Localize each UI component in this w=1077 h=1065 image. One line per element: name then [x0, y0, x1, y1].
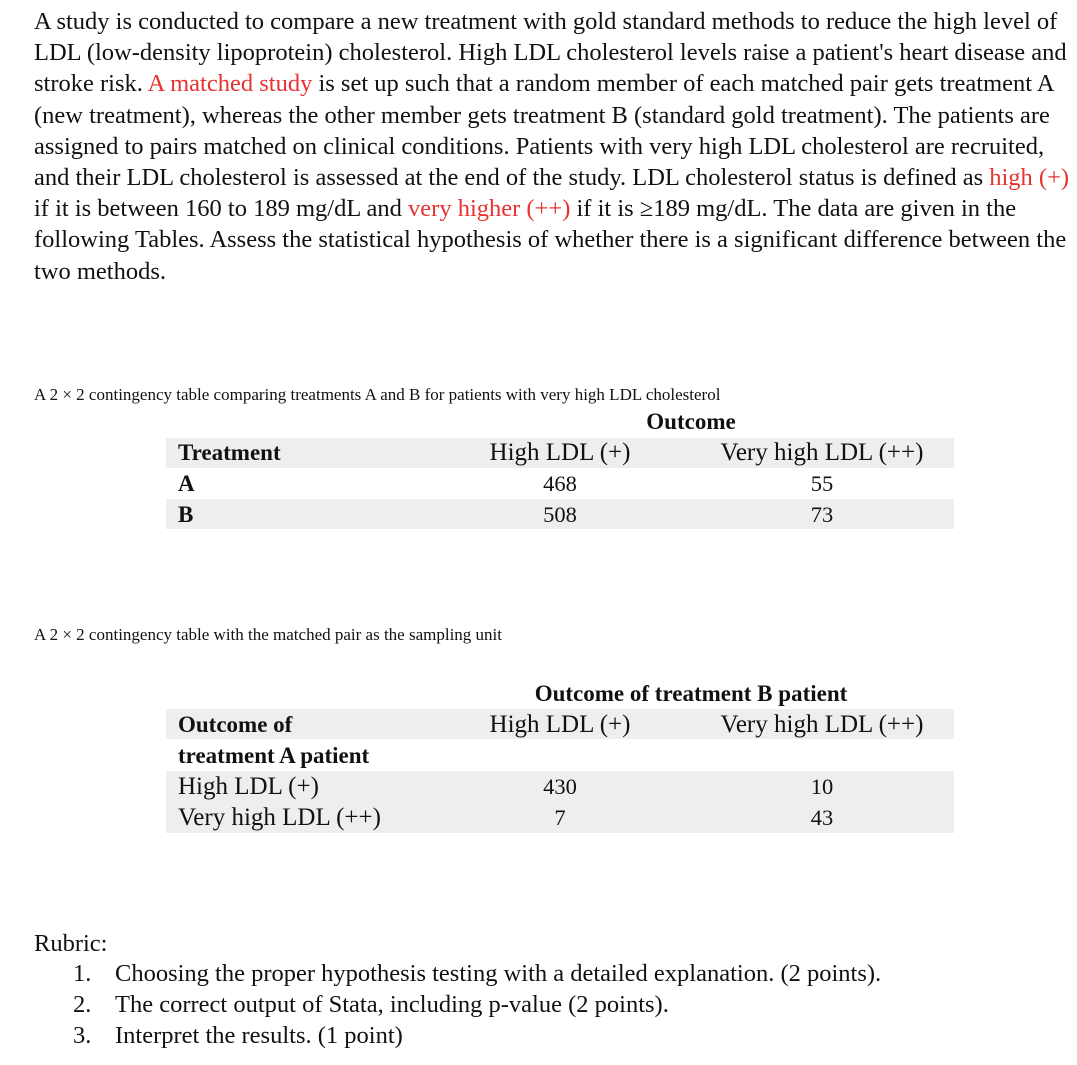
- intro-text-3: if it is between 160 to 189 mg/dL and: [34, 195, 409, 223]
- table1-caption: A 2 × 2 contingency table comparing treatments A and B for patients with very high LDL cholesterol: [34, 385, 721, 404]
- rubric-item-number: 3.: [73, 1022, 92, 1049]
- table1-col-very-high: Very high LDL (++): [720, 439, 924, 466]
- table2-cell: 7: [554, 805, 566, 830]
- table2-row-header: Outcome of: [178, 712, 293, 737]
- table2-cell: 10: [810, 774, 834, 799]
- intro-text-2: is set up such that a random member of each matched pair gets treatment A (new treatment), whereas the other member gets treatment B (standard gold treatment). The patients are assigned to pairs matched on clinical conditions. Patients with very high LDL cholesterol are recruited, and their LDL cholesterol is assessed at the end of the study. LDL cholesterol status is defined as: [34, 70, 1054, 192]
- intro-text-4: if it is ≥189 mg/dL. The data are given in the following Tables. Assess the statistical hypothesis of whether there is a significant difference between the two methods.: [34, 195, 1067, 285]
- table2-caption: A 2 × 2 contingency table with the matched pair as the sampling unit: [34, 625, 503, 644]
- table1-row-label: A: [178, 471, 195, 496]
- table2-col-very-high: Very high LDL (++): [720, 711, 924, 738]
- very-higher-term: very higher (++): [408, 195, 571, 223]
- rubric-item: [73, 958, 881, 989]
- rubric-item-text: Interpret the results. (1 point): [115, 1022, 403, 1049]
- table2-row-label: Very high LDL (++): [178, 804, 381, 831]
- table2-cell: 43: [810, 805, 834, 830]
- table1-cell: 468: [543, 471, 577, 496]
- rubric-item: [73, 1020, 881, 1051]
- table1-cell: 508: [543, 502, 577, 527]
- table2-cell: 430: [543, 774, 577, 799]
- table1-cell: 55: [810, 471, 834, 496]
- table1-row-header: Treatment: [178, 440, 281, 465]
- rubric-item-text: The correct output of Stata, including p-value (2 points).: [115, 991, 669, 1018]
- rubric-list: [73, 958, 881, 1051]
- high-term: high (+): [989, 164, 1070, 192]
- table1-cell: 73: [810, 502, 834, 527]
- rubric-item-text: Choosing the proper hypothesis testing with a detailed explanation. (2 points).: [115, 960, 882, 987]
- table1-outcome-header: Outcome: [646, 409, 736, 434]
- table2-col-high: High LDL (+): [489, 711, 631, 738]
- table2-outcome-header: Outcome of treatment B patient: [534, 681, 848, 706]
- table1-row-label: B: [178, 502, 194, 527]
- intro-text-1: A study is conducted to compare a new treatment with gold standard methods to reduce the high level of LDL (low-density lipoprotein) cholesterol. High LDL cholesterol levels raise a patient's heart disease and stroke risk.: [34, 8, 1067, 98]
- rubric-item: [73, 989, 881, 1020]
- table1-col-high: High LDL (+): [489, 439, 631, 466]
- rubric-item-number: 1.: [73, 960, 92, 987]
- rubric-label: Rubric:: [34, 930, 108, 957]
- table2-row-header: treatment A patient: [178, 743, 370, 768]
- problem-statement: [34, 6, 1074, 287]
- rubric-item-number: 2.: [73, 991, 92, 1018]
- matched-study-term: A matched study: [147, 70, 313, 98]
- table2-row-label: High LDL (+): [178, 773, 319, 800]
